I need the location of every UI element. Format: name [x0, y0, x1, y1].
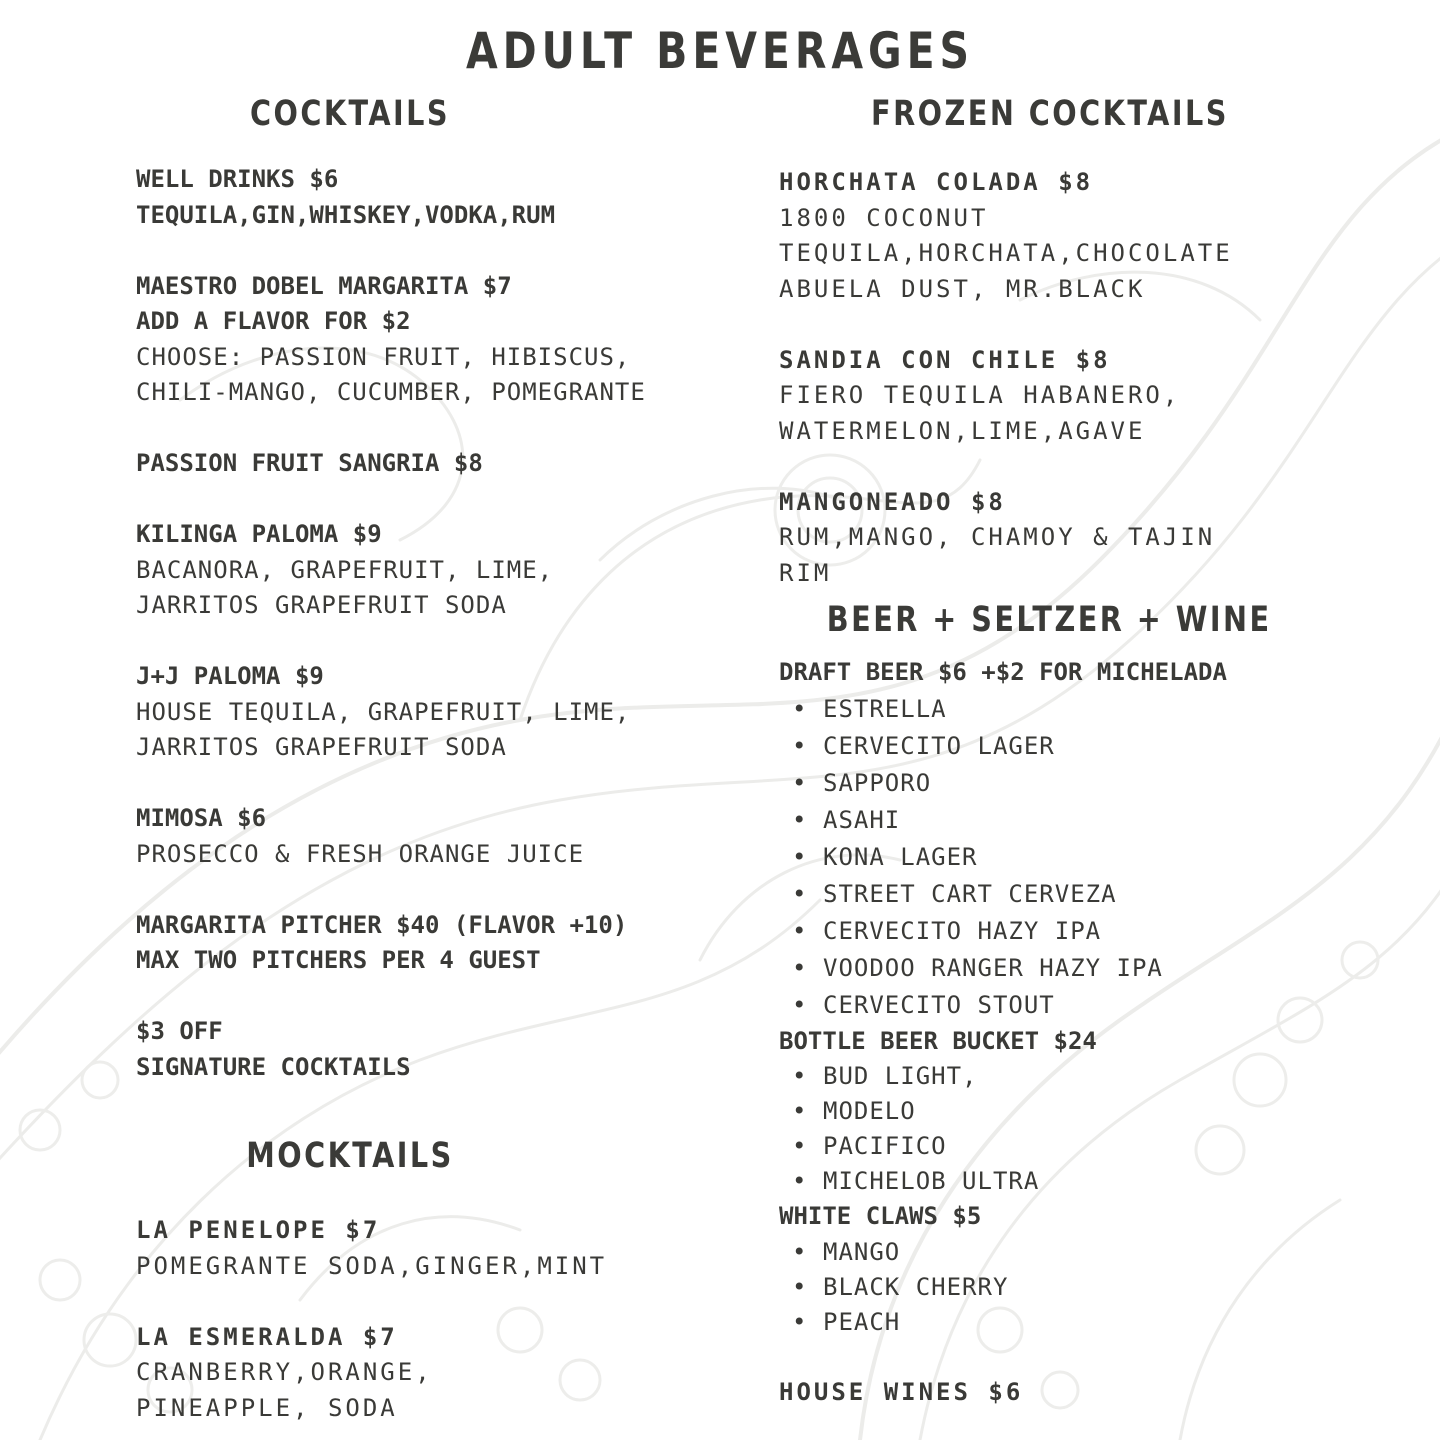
item-description: PINEAPPLE, SODA: [136, 1393, 398, 1422]
item-description: TEQUILA,HORCHATA,CHOCOLATE: [779, 239, 1233, 267]
white-claws-list: [779, 1235, 1419, 1340]
list-item: • CERVECITO STOUT: [792, 990, 1055, 1019]
list-item: • ESTRELLA: [792, 694, 947, 723]
draft-beer-list: [779, 691, 1419, 1024]
menu-item: [136, 517, 736, 624]
list-item: • PEACH: [792, 1307, 901, 1336]
beer-list: [779, 655, 1419, 1411]
menu-item: [779, 485, 1419, 592]
item-description: POMEGRANTE SODA,GINGER,MINT: [136, 1251, 608, 1280]
list-item: • KONA LAGER: [792, 842, 978, 871]
item-description: RUM,MANGO, CHAMOY & TAJIN: [779, 523, 1216, 551]
list-item: • MODELO: [792, 1097, 916, 1125]
item-name: LA PENELOPE $7: [136, 1216, 381, 1244]
item-subtitle: MAX TWO PITCHERS PER 4 GUEST: [136, 946, 541, 974]
item-subtitle: ADD A FLAVOR FOR $2: [136, 307, 411, 335]
menu-item: [136, 1213, 736, 1284]
beer-seltzer-wine-heading: BEER + SELTZER + WINE: [826, 600, 1272, 640]
menu-item: [136, 446, 736, 482]
item-description: BACANORA, GRAPEFRUIT, LIME,: [136, 555, 554, 584]
frozen-cocktails-heading: FROZEN COCKTAILS: [871, 94, 1229, 134]
menu-item: [136, 659, 736, 766]
menu-item: [779, 165, 1419, 307]
menu-item: [136, 269, 736, 411]
cocktails-list: [136, 162, 736, 1085]
list-item: • BLACK CHERRY: [792, 1272, 1009, 1301]
house-wines-label: HOUSE WINES $6: [779, 1378, 1024, 1406]
bottle-beer-label: BOTTLE BEER BUCKET $24: [779, 1026, 1097, 1055]
item-description: CHILI-MANGO, CUCUMBER, POMEGRANTE: [136, 378, 646, 406]
mocktails-heading: MOCKTAILS: [246, 1136, 454, 1176]
menu-item: [136, 801, 736, 872]
list-item: • MICHELOB ULTRA: [792, 1167, 1040, 1195]
list-item: • VOODOO RANGER HAZY IPA: [792, 953, 1163, 982]
item-description: JARRITOS GRAPEFRUIT SODA: [136, 733, 507, 761]
menu-item: [136, 908, 736, 979]
item-name: WELL DRINKS $6: [136, 165, 339, 193]
white-claws-label: WHITE CLAWS $5: [779, 1202, 982, 1230]
item-description: ABUELA DUST, MR.BLACK: [779, 274, 1146, 303]
item-name: SANDIA CON CHILE $8: [779, 345, 1111, 374]
bottle-beer-list: [779, 1059, 1419, 1199]
item-description: HOUSE TEQUILA, GRAPEFRUIT, LIME,: [136, 697, 631, 726]
list-item: • PACIFICO: [792, 1132, 947, 1160]
list-item: • MANGO: [792, 1237, 901, 1266]
item-subtitle: TEQUILA,GIN,WHISKEY,VODKA,RUM: [136, 200, 556, 229]
frozen-cocktails-list: [779, 165, 1419, 591]
item-description: WATERMELON,LIME,AGAVE: [779, 416, 1146, 445]
item-name: PASSION FRUIT SANGRIA $8: [136, 449, 483, 477]
item-description: CRANBERRY,ORANGE,: [136, 1358, 433, 1386]
list-item: • ASAHI: [792, 805, 901, 834]
menu-item: [779, 343, 1419, 450]
item-name: HORCHATA COLADA $8: [779, 168, 1094, 196]
list-item: • SAPPORO: [792, 768, 932, 797]
item-name: MARGARITA PITCHER $40 (FLAVOR +10): [136, 910, 628, 939]
item-name: $3 OFF: [136, 1017, 223, 1045]
item-name: J+J PALOMA $9: [136, 662, 324, 690]
item-name: MAESTRO DOBEL MARGARITA $7: [136, 271, 512, 300]
item-name: MANGONEADO $8: [779, 487, 1006, 516]
menu-item: [136, 162, 736, 233]
item-name: LA ESMERALDA $7: [136, 1322, 398, 1351]
list-item: • STREET CART CERVEZA: [792, 879, 1117, 908]
item-name: MIMOSA $6: [136, 804, 267, 832]
page-title: ADULT BEVERAGES: [466, 22, 974, 80]
item-description: RIM: [779, 558, 832, 587]
item-description: 1800 COCONUT: [779, 203, 989, 232]
item-description: JARRITOS GRAPEFRUIT SODA: [136, 591, 507, 619]
draft-beer-label: DRAFT BEER $6 +$2 FOR MICHELADA: [779, 658, 1227, 686]
item-description: PROSECCO & FRESH ORANGE JUICE: [136, 839, 585, 868]
item-name: KILINGA PALOMA $9: [136, 520, 382, 548]
menu-item: [136, 1014, 736, 1085]
mocktails-list: [136, 1213, 736, 1426]
item-description: CHOOSE: PASSION FRUIT, HIBISCUS,: [136, 342, 631, 371]
list-item: • BUD LIGHT,: [792, 1062, 978, 1090]
item-description: FIERO TEQUILA HABANERO,: [779, 381, 1181, 409]
list-item: • CERVECITO HAZY IPA: [792, 916, 1102, 945]
cocktails-heading: COCKTAILS: [249, 94, 451, 134]
list-item: • CERVECITO LAGER: [792, 731, 1055, 760]
item-subtitle: SIGNATURE COCKTAILS: [136, 1052, 411, 1081]
menu-item: [136, 1320, 736, 1427]
